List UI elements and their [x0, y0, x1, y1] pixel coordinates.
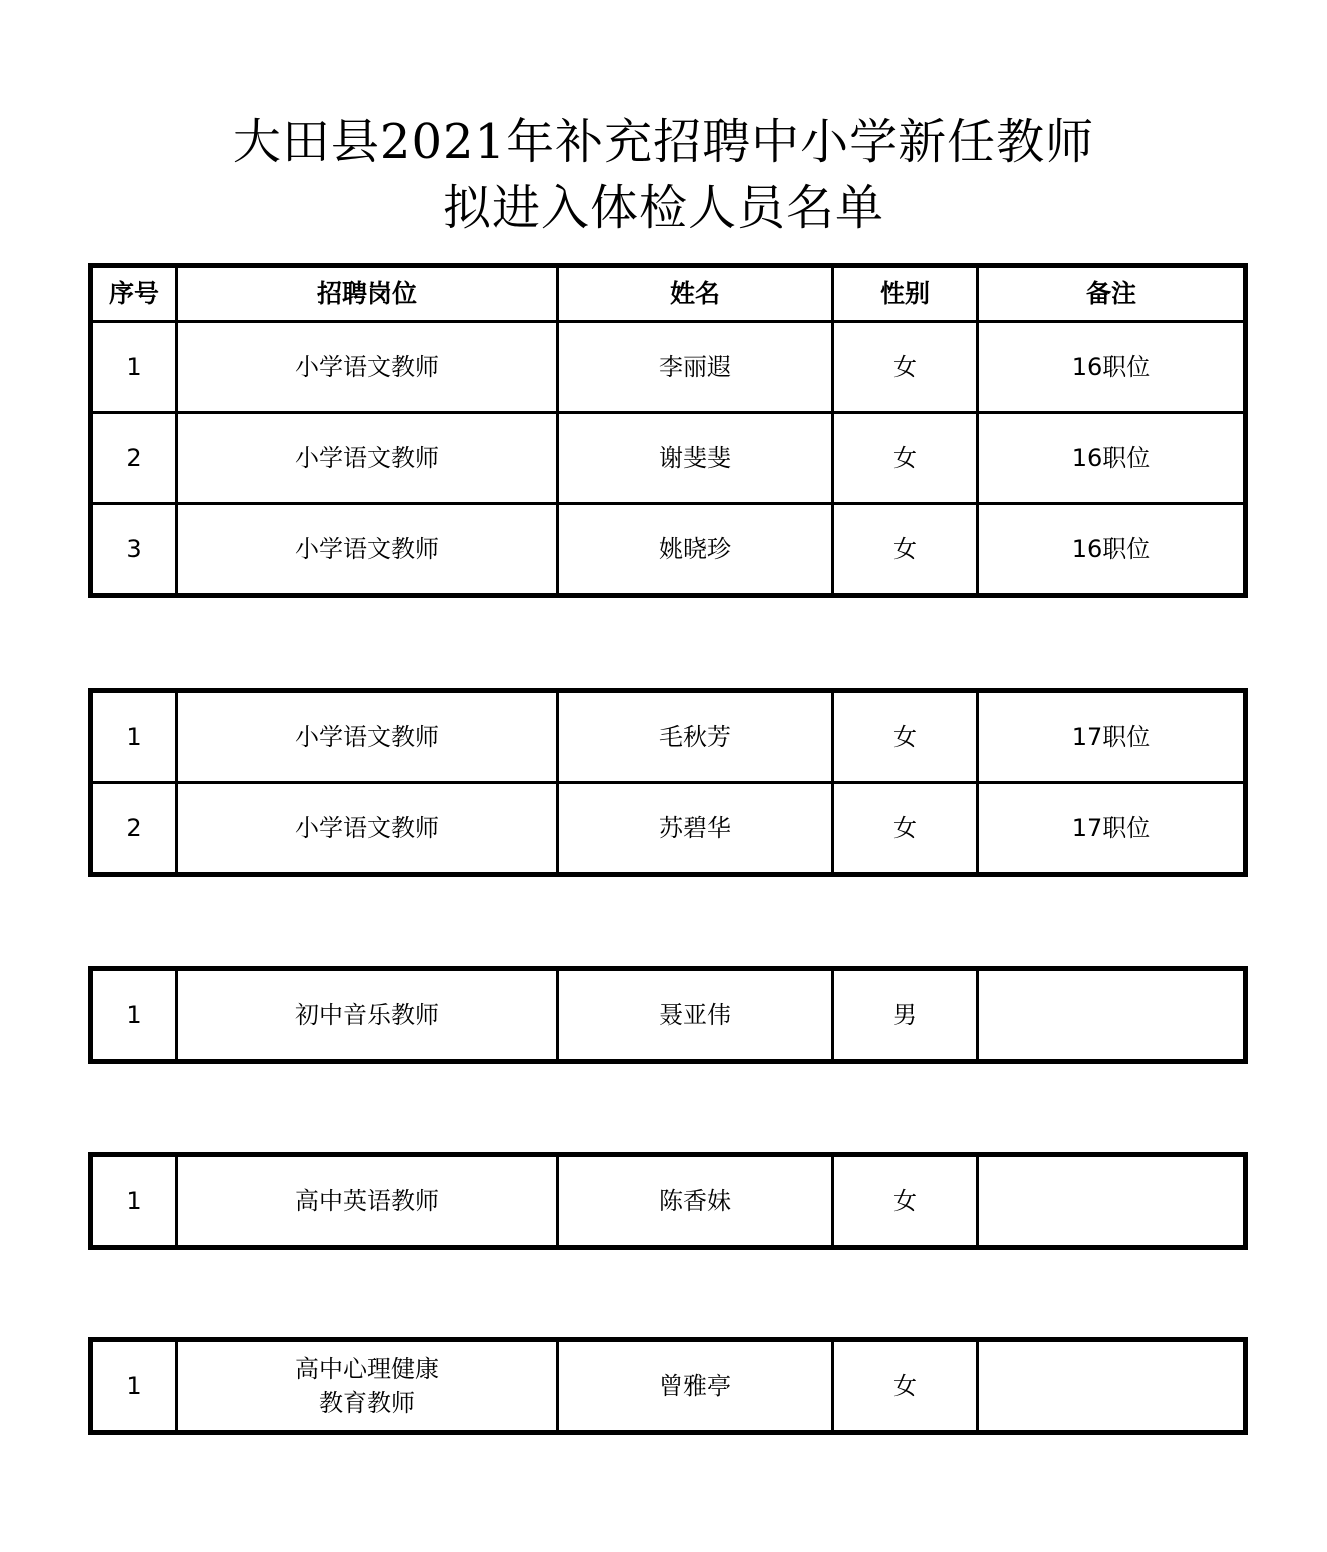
cell-position: 高中英语教师 [177, 1155, 558, 1248]
cell-position [177, 1340, 558, 1433]
cell-no: 1 [91, 691, 177, 783]
cell-gender: 女 [833, 413, 978, 504]
cell-remark: 16职位 [978, 322, 1246, 413]
cell-no: 1 [91, 322, 177, 413]
cell-remark: 17职位 [978, 691, 1246, 783]
cell-remark: 16职位 [978, 504, 1246, 596]
cell-no: 1 [91, 969, 177, 1062]
cell-position-line2: 教育教师 [319, 1389, 415, 1417]
header-no: 序号 [91, 266, 177, 322]
cell-name: 聂亚伟 [558, 969, 833, 1062]
cell-gender: 女 [833, 783, 978, 875]
cell-name: 苏碧华 [558, 783, 833, 875]
cell-no: 1 [91, 1340, 177, 1433]
cell-position-line1: 高中心理健康 [295, 1355, 439, 1383]
cell-no: 2 [91, 413, 177, 504]
header-gender: 性别 [833, 266, 978, 322]
cell-gender: 女 [833, 1155, 978, 1248]
cell-no: 1 [91, 1155, 177, 1248]
roster-table-group-1 [88, 263, 1248, 598]
cell-position: 小学语文教师 [177, 504, 558, 596]
table-row [91, 413, 1246, 504]
cell-no: 2 [91, 783, 177, 875]
cell-gender: 女 [833, 691, 978, 783]
roster-table-group-2 [88, 688, 1248, 877]
cell-name: 姚晓珍 [558, 504, 833, 596]
roster-table-group-4 [88, 1152, 1248, 1250]
table-row [91, 969, 1246, 1062]
table-row [91, 783, 1246, 875]
cell-gender: 女 [833, 1340, 978, 1433]
cell-position: 小学语文教师 [177, 322, 558, 413]
table-header-row [91, 266, 1246, 322]
cell-remark [978, 1340, 1246, 1433]
cell-remark [978, 1155, 1246, 1248]
cell-name: 谢斐斐 [558, 413, 833, 504]
table-row [91, 504, 1246, 596]
table-row [91, 1155, 1246, 1248]
roster-table-group-5 [88, 1337, 1248, 1435]
cell-position: 小学语文教师 [177, 783, 558, 875]
cell-remark: 16职位 [978, 413, 1246, 504]
cell-remark: 17职位 [978, 783, 1246, 875]
cell-gender: 男 [833, 969, 978, 1062]
roster-table-group-3 [88, 966, 1248, 1064]
cell-name: 毛秋芳 [558, 691, 833, 783]
cell-no: 3 [91, 504, 177, 596]
document-title-line1: 大田县2021年补充招聘中小学新任教师 [232, 114, 1095, 170]
header-name: 姓名 [558, 266, 833, 322]
cell-position: 初中音乐教师 [177, 969, 558, 1062]
cell-name: 陈香妹 [558, 1155, 833, 1248]
cell-remark [978, 969, 1246, 1062]
document-title-line2: 拟进入体检人员名单 [442, 180, 884, 236]
table-row [91, 322, 1246, 413]
cell-name: 曾雅亭 [558, 1340, 833, 1433]
header-position: 招聘岗位 [177, 266, 558, 322]
cell-position: 小学语文教师 [177, 691, 558, 783]
cell-name: 李丽遐 [558, 322, 833, 413]
table-row [91, 691, 1246, 783]
header-remark: 备注 [978, 266, 1246, 322]
cell-gender: 女 [833, 322, 978, 413]
cell-position: 小学语文教师 [177, 413, 558, 504]
table-row [91, 1340, 1246, 1433]
cell-gender: 女 [833, 504, 978, 596]
